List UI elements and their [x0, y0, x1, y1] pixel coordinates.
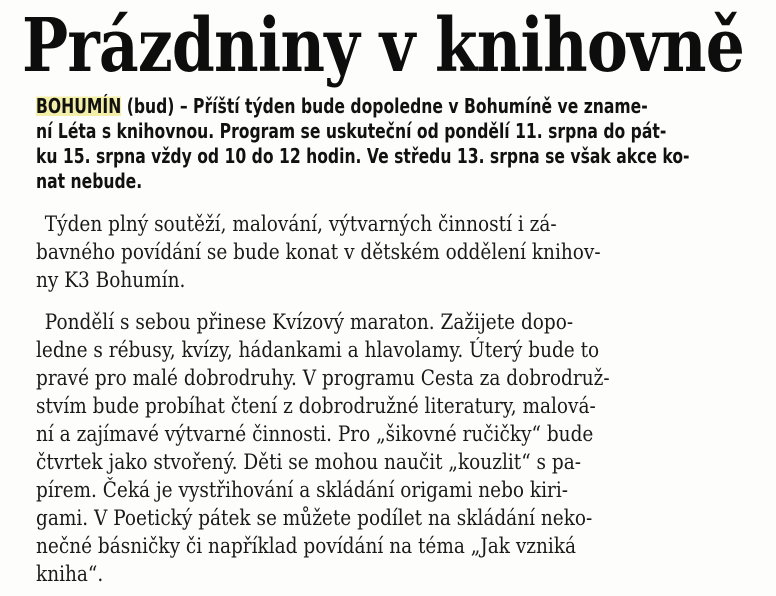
body-line: ledne s rébusy, kvízy, hádankami a hlavolamy. Úterý bude to	[36, 338, 600, 362]
body-line: bavného povídání se bude konat v dětském oddělení knihov-	[36, 240, 601, 264]
body-line: kniha“.	[36, 562, 104, 586]
body-line: stvím bude probíhat čtení z dobrodružné literatury, malová-	[36, 394, 596, 418]
body-paragraph	[36, 210, 770, 294]
body-line: Pondělí s sebou přinese Kvízový maraton. Zažijete dopo-	[44, 310, 574, 334]
body-line: ny K3 Bohumín.	[36, 268, 186, 292]
lead-line: nat nebude.	[36, 169, 143, 193]
lead-line: ku 15. srpna vždy od 10 do 12 hodin. Ve středu 13. srpna se však akce ko-	[36, 144, 690, 168]
body-line: pravé pro malé dobrodruhy. V programu Cesta za dobrodruž-	[36, 366, 610, 390]
lead-line	[36, 94, 648, 119]
headline: Prázdniny v knihovně	[22, 3, 744, 89]
body-line: gami. V Poetický pátek se můžete podílet na skládání neko-	[36, 506, 593, 530]
lead-line-text: (bud) – Příští týden bude dopoledne v Bohumíně ve zname-	[121, 94, 648, 118]
lead-line: ní Léta s knihovnou. Program se uskuteční od pondělí 11. srpna do pát-	[36, 119, 667, 143]
body-paragraph	[36, 308, 770, 588]
body-line: Týden plný soutěží, malování, výtvarných činností i zá-	[44, 212, 557, 236]
dateline-place: BOHUMÍN	[36, 94, 122, 118]
body-line: ní a zajímavé výtvarné činnosti. Pro „šikovné ručičky“ bude	[36, 422, 594, 446]
body-line: čtvrtek jako stvořený. Děti se mohou naučit „kouzlit“ s pa-	[36, 450, 581, 474]
lead-paragraph	[36, 94, 770, 194]
body-line: nečné básničky či například povídání na téma „Jak vzniká	[36, 534, 577, 558]
body-line: pírem. Čeká je vystřihování a skládání origami nebo kiri-	[36, 478, 569, 502]
